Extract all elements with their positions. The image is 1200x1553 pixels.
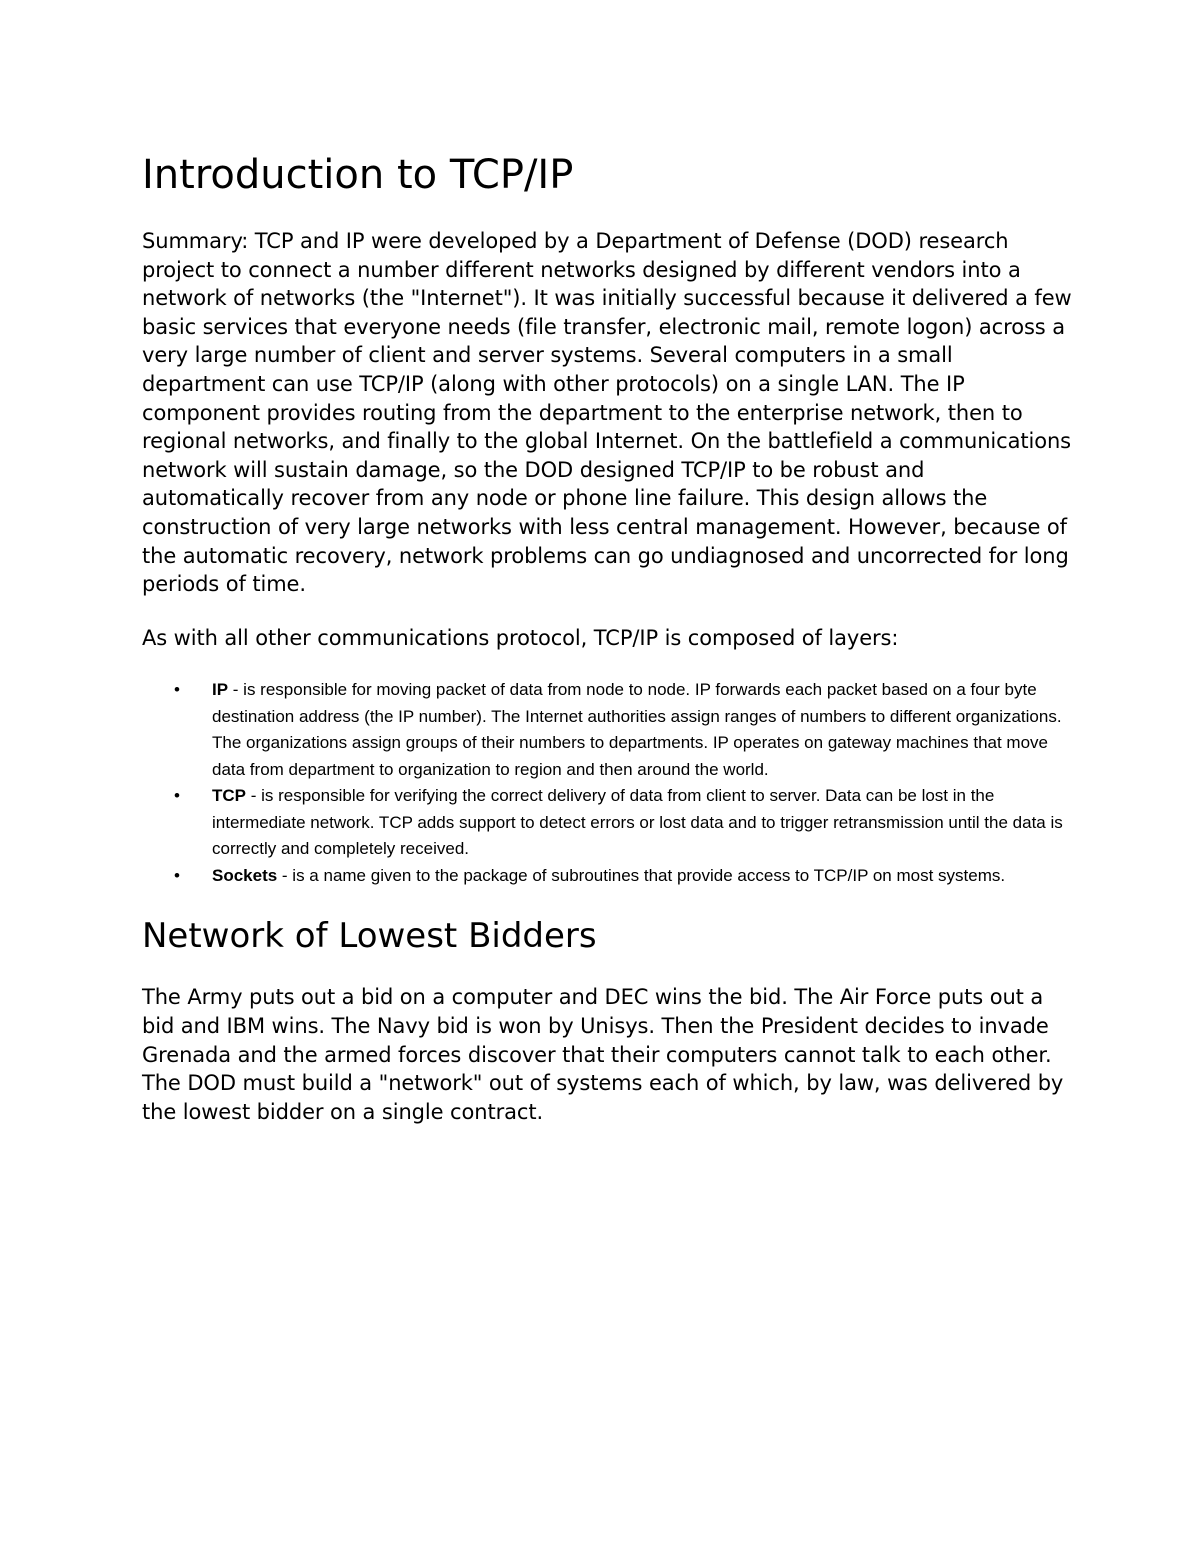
document-page <box>142 145 1072 1126</box>
layers-list <box>142 677 1072 889</box>
layer-term: TCP <box>212 786 246 806</box>
layer-term: Sockets <box>212 865 278 885</box>
summary-paragraph: Summary: TCP and IP were developed by a Department of Defense (DOD) research project to connect a number different networks designed by different vendors into a network of networks (the "Internet"). It was initially successful because it delivered a few basic services that everyone needs (file transfer, electronic mail, remote logon) across a very large number of client and server systems. Several computers in a small department can use TCP/IP (along with other protocols) on a single LAN. The IP component provides routing from the department to the enterprise network, then to regional networks, and finally to the global Internet. On the battlefield a communications network will sustain damage, so the DOD designed TCP/IP to be robust and automatically recover from any node or phone line failure. This design allows the construction of very large networks with less central management. However, because of the automatic recovery, network problems can go undiagnosed and uncorrected for long periods of time. <box>142 229 1072 597</box>
layers-intro-paragraph: As with all other communications protocol, TCP/IP is composed of layers: <box>142 625 899 650</box>
list-item-ip <box>174 677 1072 783</box>
bullet-icon: • <box>174 680 180 700</box>
bullet-icon: • <box>174 865 180 885</box>
list-item-tcp <box>174 783 1072 863</box>
section-title-intro: Introduction to TCP/IP <box>142 152 574 198</box>
layer-description: - is responsible for moving packet of data from node to node. IP forwards each packet based on a four byte destination address (the IP number). The Internet authorities assign ranges of numbers to different organizations. The organizations assign groups of their numbers to departments. IP operates on gateway machines that move data from department to organization to region and then around the world. <box>212 680 1062 779</box>
list-item-sockets <box>174 863 1072 890</box>
bullet-icon: • <box>174 786 180 806</box>
section-title-lowest-bidders: Network of Lowest Bidders <box>142 916 597 957</box>
layer-description: - is responsible for verifying the correct delivery of data from client to server. Data can be lost in the intermediate network. TCP adds support to detect errors or lost data and to trigger retransmission until the data is correctly and completely received. <box>212 786 1063 859</box>
lowest-bidders-paragraph: The Army puts out a bid on a computer and DEC wins the bid. The Air Force puts out a bid and IBM wins. The Navy bid is won by Unisys. Then the President decides to invade Grenada and the armed forces discover that their computers cannot talk to each other. The DOD must build a "network" out of systems each of which, by law, was delivered by the lowest bidder on a single contract. <box>142 985 1064 1124</box>
layer-description: - is a name given to the package of subroutines that provide access to TCP/IP on most systems. <box>277 865 1006 885</box>
layer-term: IP <box>212 680 229 700</box>
